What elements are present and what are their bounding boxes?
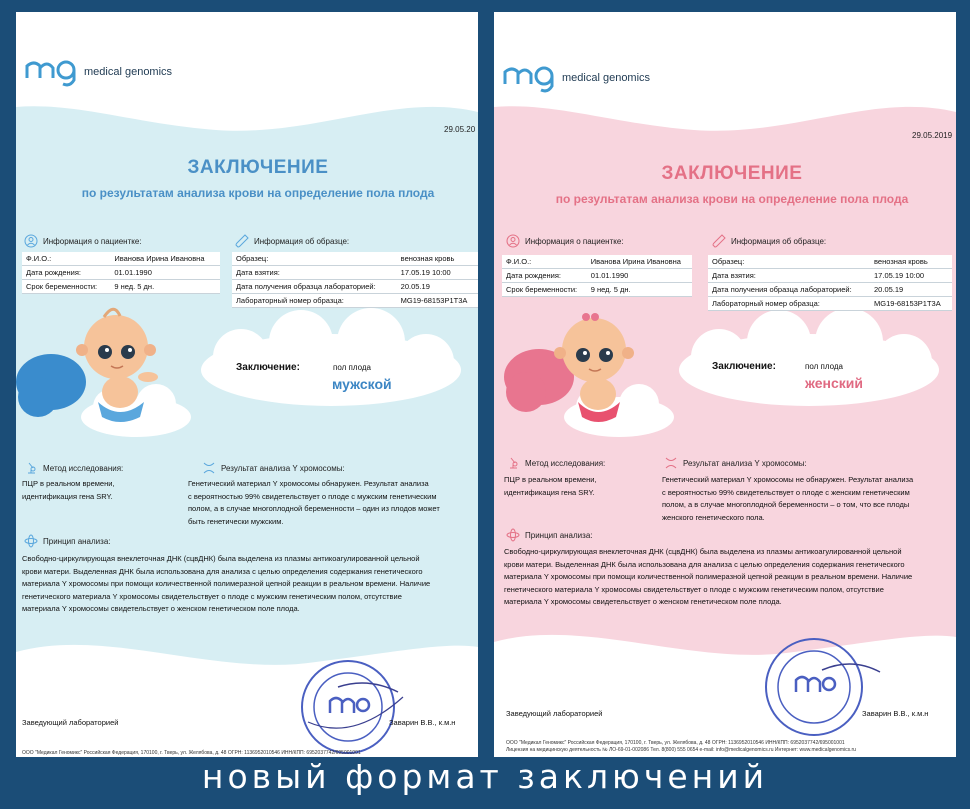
sample-info-table xyxy=(708,255,952,311)
method-heading: Метод исследования: xyxy=(506,456,605,470)
signatory-name: Заварин В.В., к.м.н xyxy=(389,718,456,727)
report-date: 29.05.2019 xyxy=(912,131,953,140)
principle-text: Свободно-циркулирующая внеклеточная ДНК (сцвДНК) была выделена из плазмы антикоагулированной цельной крови матери. Выделенная ДНК была использована для анализа с целью определения содержания генетического материала Y хромосомы при помощи количественной полимеразной цепной реакции в реальном времени. Наличие генетического материала Y хромосомы свидетельствует о плоде с мужским генетическим полом, отсутствие материала Y хромосомы свидетельствует о женском генетическом поле плода. xyxy=(504,547,913,606)
table-row: Дата взятия: 17.05.19 10:00 xyxy=(708,269,952,283)
background-decoration xyxy=(494,12,956,757)
signatory-name: Заварин В.В., к.м.н xyxy=(862,709,929,718)
table-row: Дата рождения: 01.01.1990 xyxy=(502,269,692,283)
brand-name: medical genomics xyxy=(84,66,173,78)
atom-icon xyxy=(506,528,520,542)
microscope-icon xyxy=(24,461,38,475)
microscope-icon xyxy=(506,456,520,470)
principle-heading: Принцип анализа: xyxy=(506,528,592,542)
method-text: ПЦР в реальном времени, идентификация гена SRY. xyxy=(504,475,597,497)
table-row: Дата взятия: 17.05.19 10:00 xyxy=(232,266,478,280)
table-row: Ф.И.О.: Иванова Ирина Ивановна xyxy=(22,252,220,266)
conclusion-value: женский xyxy=(805,375,863,391)
user-icon xyxy=(506,234,520,248)
result-text: Генетический материал Y хромосомы не обнаружен. Результат анализа с вероятностью 99% свидетельствует о плоде с женским генетическим полом, а в случае многоплодной беременности – о том, что все плоды женского генетического пола. xyxy=(662,475,914,522)
table-row: Образец: венозная кровь xyxy=(708,255,952,269)
table-row: Дата рождения: 01.01.1990 xyxy=(22,266,220,280)
table-row: Дата получения образца лабораторией: 20.05.19 xyxy=(708,283,952,297)
conclusion-sublabel: пол плода xyxy=(805,362,843,371)
report-subtitle: по результатам анализа крови на определение пола плода xyxy=(81,186,435,200)
conclusion-value: мужской xyxy=(332,376,392,392)
atom-icon xyxy=(24,534,38,548)
footer-legal: ООО "Медикал Геномикс" Российская Федерация, 170100, г. Тверь, ул. Желябова, д. 48 ОГРН: 1136952010546 ИНН/КПП: 6952037742/695001001 xyxy=(22,750,361,756)
patient-info-table xyxy=(22,252,220,294)
brand-logo xyxy=(24,56,172,88)
test-tube-icon xyxy=(712,234,726,248)
report-date: 29.05.20 xyxy=(444,125,476,134)
patient-info-heading: Информация о пациентке: xyxy=(506,234,624,248)
report-document-female xyxy=(494,12,956,757)
head-of-lab-label: Заведующий лабораторией xyxy=(22,718,119,727)
brand-logo xyxy=(502,62,650,94)
mg-logo-icon xyxy=(24,56,80,88)
report-title: ЗАКЛЮЧЕНИЕ xyxy=(661,163,803,184)
mg-logo-icon xyxy=(502,62,558,94)
patient-info-heading: Информация о пациентке: xyxy=(24,234,142,248)
promo-caption: новый формат заключений xyxy=(201,757,769,796)
footer-legal: ООО "Медикал Геномикс" Российская Федерация, 170100, г. Тверь, ул. Желябова, д. 48 ОГРН: 1136952010546 ИНН/КПП: 6952037742/695001001 Лицензия на медицинскую деятельность № ЛО-69-01-002086 Тел. 8(800) 555 0654 e-mail: info@medicalgenomics.ru Интернет: www.medicalgenomics.ru xyxy=(506,740,856,753)
conclusion-label: Заключение: xyxy=(712,361,776,372)
method-text: ПЦР в реальном времени, идентификация гена SRY. xyxy=(22,479,115,501)
sample-info-heading: Информация об образце: xyxy=(235,234,349,248)
table-row: Дата получения образца лабораторией: 20.05.19 xyxy=(232,280,478,294)
chromosome-icon xyxy=(202,461,216,475)
table-row: Срок беременности: 9 нед. 5 дн. xyxy=(502,283,692,297)
table-row: Срок беременности: 9 нед. 5 дн. xyxy=(22,280,220,294)
table-row: Ф.И.О.: Иванова Ирина Ивановна xyxy=(502,255,692,269)
table-row: Лабораторный номер образца: MG19-68153P1T3A xyxy=(708,297,952,311)
sample-info-heading: Информация об образце: xyxy=(712,234,826,248)
report-subtitle: по результатам анализа крови на определение пола плода xyxy=(555,192,909,206)
user-icon xyxy=(24,234,38,248)
conclusion-sublabel: пол плода xyxy=(333,363,371,372)
lab-stamp xyxy=(298,657,408,757)
lab-stamp xyxy=(762,632,882,742)
report-document-male xyxy=(16,12,478,757)
result-heading: Результат анализа Y хромосомы: xyxy=(202,461,345,475)
patient-info-table xyxy=(502,255,692,297)
brand-name: medical genomics xyxy=(562,72,651,84)
method-heading: Метод исследования: xyxy=(24,461,123,475)
result-text: Генетический материал Y хромосомы обнаружен. Результат анализа с вероятностью 99% свидетельствует о плоде с мужским генетическим полом, а в случае многоплодной беременности – один из плодов может быть генетически мужским. xyxy=(188,479,440,526)
principle-text: Свободно-циркулирующая внеклеточная ДНК (сцвДНК) была выделена из плазмы антикоагулированной цельной крови матери. Выделенная ДНК была использована для анализа с целью определения содержания генетического материала Y хромосомы при помощи количественной полимеразной цепной реакции в реальном времени. Наличие генетического материала Y хромосомы свидетельствует о плоде с мужским генетическим полом, отсутствие материала Y хромосомы свидетельствует о женском генетическом поле плода. xyxy=(22,554,431,613)
background-decoration xyxy=(16,12,478,757)
result-heading: Результат анализа Y хромосомы: xyxy=(664,456,807,470)
conclusion-label: Заключение: xyxy=(236,362,300,373)
chromosome-icon xyxy=(664,456,678,470)
table-row: Образец: венозная кровь xyxy=(232,252,478,266)
head-of-lab-label: Заведующий лабораторией xyxy=(506,709,603,718)
sample-info-table xyxy=(232,252,478,308)
principle-heading: Принцип анализа: xyxy=(24,534,110,548)
report-title: ЗАКЛЮЧЕНИЕ xyxy=(187,157,329,178)
test-tube-icon xyxy=(235,234,249,248)
table-row: Лабораторный номер образца: MG19-68153P1T3A xyxy=(232,294,478,308)
